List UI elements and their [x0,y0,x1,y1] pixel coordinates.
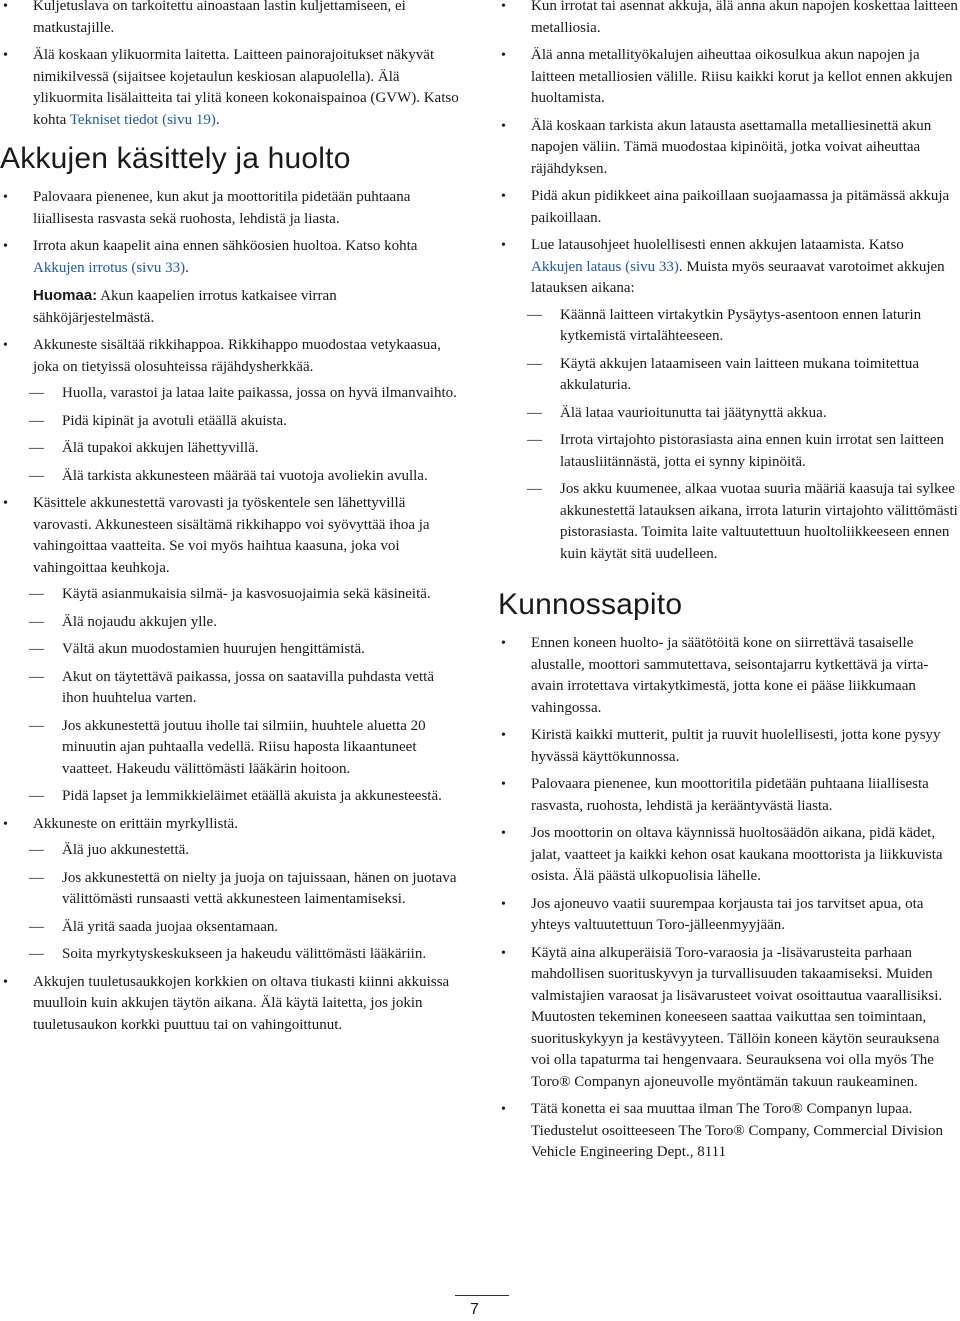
sub-list-item: — Älä tarkista akkunesteen määrää tai vuotoja avoliekin avulla. [33,466,460,488]
sub-list-item: — Älä lataa vaurioitunutta tai jäätynyttä akkua. [531,403,958,425]
note [33,285,460,329]
sub-list-item: — Jos akku kuumenee, alkaa vuotaa suuria määriä kaasuja tai sylkee akkunestettä latauksen aikana, irrota laturin virtajohto välittömästi pistorasiasta. Toimita laite valtuutettuun huoltoliikkeeseen ennen kuin käytät sitä uudelleen. [531,479,958,565]
sub-list-item: — Akut on täytettävä paikassa, jossa on saatavilla puhdasta vettä ihon huuhtelua varten. [33,667,460,710]
list-item [498,45,958,110]
list-item-text: . [185,259,189,276]
sub-list-item: — Soita myrkytyskeskukseen ja hakeudu välittömästi lääkäriin. [33,944,460,966]
list-item [0,814,460,966]
sub-list-item: — Käännä laitteen virtakytkin Pysäytys-asentoon ennen laturin kytkemistä virtalähteeseen. [531,305,958,348]
list-item [0,335,460,487]
list-item [498,235,958,565]
page-number: 7 [470,1301,479,1318]
link-akkujen-lataus[interactable]: Akkujen lataus (sivu 33) [531,258,679,275]
left-column [0,0,460,1042]
list-item: • Jos moottorin on oltava käynnissä huoltosäädön aikana, pidä kädet, jalat, vaatteet ja kaikki kehon osat kaukana moottorista ja liikkuvista osista. Älä päästä ulkopuolisia lähelle. [498,823,958,888]
maintenance-list [498,633,958,1164]
list-item-text: Pidä akun pidikkeet aina paikoillaan suojaamassa ja pitämässä akkuja paikoillaan. [531,188,950,226]
sub-list-item: — Älä nojaudu akkujen ylle. [33,612,460,634]
list-item-text: Älä koskaan ylikuormita laitetta. Laitteen painorajoitukset näkyvät nimikilvessä (sijaitsee kojetaulun keskiosan alapuolella). Älä ylikuormita lisälaitteita tai ylitä koneen kokonaispainoa (GVW). Katso kohta [33,47,459,128]
sub-list-item: — Jos akkunestettä on nielty ja juoja on tajuissaan, hänen on juotava välittömästi runsaasti vettä akkunesteen laimentamiseksi. [33,868,460,911]
link-tekniset-tiedot[interactable]: Tekniset tiedot (sivu 19) [69,111,216,128]
list-item [0,187,460,230]
list-item [498,0,958,39]
sub-list-item: — Käytä asianmukaisia silmä- ja kasvosuojaimia sekä käsineitä. [33,584,460,606]
note-label: Huomaa: [33,287,98,304]
note-text: Akun kaapelien irrotus katkaisee virran sähköjärjestelmästä. [33,288,337,326]
list-item-text: Kun irrotat tai asennat akkuja, älä anna akun napojen koskettaa laitteen metalliosia. [531,0,958,36]
list-item: • Kiristä kaikki mutterit, pultit ja ruuvit huolellisesti, jotta kone pysyy hyvässä käyttökunnossa. [498,725,958,768]
list-item-text: Kuljetuslava on tarkoitettu ainoastaan lastin kuljettamiseen, ei matkustajille. [33,0,406,36]
list-item: • Käytä aina alkuperäisiä Toro-varaosia ja -lisävarusteita parhaan mahdollisen suorituskyvyn ja turvallisuuden takaamiseksi. Muiden valmistajien varaosat ja lisävarusteet voivat osoittautua vaarallisiksi. Muutosten tekeminen koneeseen saattaa vaikuttaa sen toimintaan, suorituskykyyn ja kestävyyteen. Tällöin koneen käytön seurauksena voi olla tapaturma tai hengenvaara. Seurauksena voi olla myös The Toro® Companyn ajoneuvolle myöntämän takuun raukeaminen. [498,943,958,1094]
list-item [0,493,460,808]
sub-list [531,305,958,566]
list-item: • Tätä konetta ei saa muuttaa ilman The Toro® Companyn lupaa. Tiedustelut osoitteeseen The Toro® Company, Commercial Division Vehicle Engineering Dept., 8111 [498,1099,958,1164]
list-item [0,0,460,39]
list-item [498,116,958,181]
sub-list-item: — Älä juo akkunestettä. [33,840,460,862]
list-item-text: Akkuneste sisältää rikkihappoa. Rikkihappo muodostaa vetykaasua, joka on tietyissä olosuhteissa räjähdysherkkää. [33,337,441,375]
sub-list [33,584,460,808]
battery-list-continued [498,0,958,565]
sub-list [33,383,460,487]
sub-list-item: — Pidä lapset ja lemmikkieläimet etäällä akuista ja akkunesteestä. [33,786,460,808]
list-item-text: Akkujen tuuletusaukkojen korkkien on oltava tiukasti kiinni akkuissa muulloin kuin akkujen täytön aikana. Älä käytä laitetta, jos jokin tuuletusaukon korkki puuttuu tai on vahingoittunut. [33,973,450,1033]
sub-list-item: — Pidä kipinät ja avotuli etäällä akuista. [33,411,460,433]
list-item [0,45,460,131]
list-item-text: Lue latausohjeet huolellisesti ennen akkujen lataamista. Katso [531,237,904,253]
footer-rule [455,1295,509,1296]
right-column [498,0,958,1170]
sub-list-item: — Älä yritä saada juojaa oksentamaan. [33,917,460,939]
list-item: • Ennen koneen huolto- ja säätötöitä kone on siirrettävä tasaiselle alustalle, moottori sammutettava, seisontajarru kytkettävä ja virta-avain irrotettava virtakytkimestä, jotta kone ei pääse liikkumaan vahingossa. [498,633,958,719]
battery-list [0,187,460,279]
list-item-text: . Muista myös seuraavat varotoimet akkujen latauksen aikana: [531,258,945,296]
sub-list-item: — Jos akkunestettä joutuu iholle tai silmiin, huuhtele aluetta 20 minuutin ajan puhtaalla vedellä. Riisu haposta likaantuneet vaatteet. Hakeudu välittömästi lääkärin hoitoon. [33,716,460,781]
sub-list-item: — Huolla, varastoi ja lataa laite paikassa, jossa on hyvä ilmanvaihto. [33,383,460,405]
sub-list-item: — Vältä akun muodostamien huurujen hengittämistä. [33,639,460,661]
battery-list-2 [0,335,460,1036]
list-item-text: Irrota akun kaapelit aina ennen sähköosien huoltoa. Katso kohta [33,238,418,254]
sub-list-item: — Irrota virtajohto pistorasiasta aina ennen kuin irrotat sen laitteen latausliitännästä, jotta ei synny kipinöitä. [531,430,958,473]
list-item-text: Palovaara pienenee, kun akut ja moottoritila pidetään puhtaana liiallisesta rasvasta sekä ruohosta, lehdistä ja liasta. [33,189,411,227]
sub-list-item: — Käytä akkujen lataamiseen vain laitteen mukana toimitettua akkulaturia. [531,354,958,397]
list-item-text: Akkuneste on erittäin myrkyllistä. [33,815,238,832]
list-item [0,236,460,279]
section-heading-kunnossapito: Kunnossapito [498,588,683,621]
list-item-text: Älä anna metallityökalujen aiheuttaa oikosulkua akun napojen ja laitteen metalliosien välille. Riisu kaikki korut ja kellot ennen akkujen huoltamista. [531,47,953,106]
list-item-text: Käsittele akkunestettä varovasti ja työskentele sen lähettyvillä varovasti. Akkunesteen sisältämä rikkihappo voi syövyttää ihoa ja vahingoittaa vaatteita. Se voi myös haihtua kaasuna, joka voi vahingoittaa keuhkoja. [33,495,430,576]
list-item: • Jos ajoneuvo vaatii suurempaa korjausta tai jos tarvitset apua, ota yhteys valtuutettuun Toro-jälleenmyyjään. [498,894,958,937]
list-item-text: . [215,111,220,128]
list-item-text: Älä koskaan tarkista akun latausta asettamalla metalliesinettä akun napojen väliin. Tämä muodostaa kipinöitä, jotka voivat aiheuttaa räjähdyksen. [531,117,932,177]
link-akkujen-irrotus[interactable]: Akkujen irrotus (sivu 33) [33,259,186,276]
list-item: • Palovaara pienenee, kun moottoritila pidetään puhtaana liiallisesta rasvasta, ruohosta, lehdistä ja kerääntyvästä liasta. [498,774,958,817]
list-item [0,972,460,1037]
intro-list [0,0,460,131]
section-heading-akkujen-kasittely: Akkujen käsittely ja huolto [0,142,351,175]
sub-list [33,840,460,966]
list-item [498,186,958,229]
sub-list-item: — Älä tupakoi akkujen lähettyvillä. [33,438,460,460]
